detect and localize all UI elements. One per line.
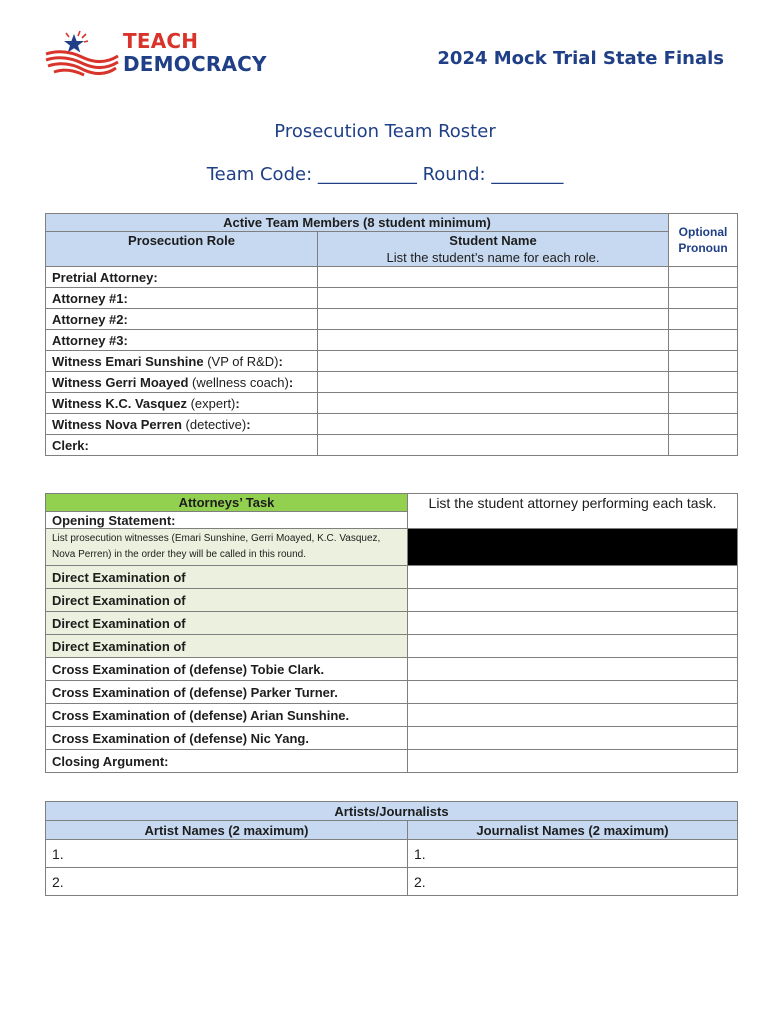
opening-statement-label: Opening Statement: — [46, 512, 408, 529]
member-role-label — [46, 435, 318, 456]
logo-text-democracy: DEMOCRACY — [123, 52, 267, 76]
student-name-field[interactable] — [318, 288, 669, 309]
closing-argument-label: Closing Argument: — [46, 750, 408, 773]
member-role-label — [46, 288, 318, 309]
pronoun-field[interactable] — [669, 267, 738, 288]
name-column-hint: List the student’s name for each role. — [318, 249, 669, 267]
event-title: 2024 Mock Trial State Finals — [437, 48, 724, 69]
role-name: Attorney #1: — [52, 290, 128, 306]
role-name: Witness K.C. Vasquez — [52, 395, 187, 411]
member-row — [46, 309, 738, 330]
student-name-field[interactable] — [318, 393, 669, 414]
member-role-label — [46, 309, 318, 330]
artist-name-field[interactable]: 1. — [46, 840, 408, 868]
role-name: Witness Gerri Moayed — [52, 374, 189, 390]
cross-exam-attorney-field[interactable] — [408, 727, 738, 750]
direct-exam-row — [46, 589, 738, 612]
cross-exam-attorney-field[interactable] — [408, 658, 738, 681]
cross-exam-row — [46, 681, 738, 704]
pronoun-field[interactable] — [669, 414, 738, 435]
role-detail: (VP of R&D) — [203, 353, 279, 369]
task-column-header: Attorneys’ Task — [46, 494, 408, 512]
role-detail: (detective) — [181, 416, 247, 432]
cross-exam-label: Cross Examination of (defense) Tobie Clark. — [46, 658, 408, 681]
member-role-label — [46, 393, 318, 414]
member-row — [46, 267, 738, 288]
pronoun-field[interactable] — [669, 330, 738, 351]
task-hint: List the student attorney performing each task. — [408, 494, 738, 529]
cross-exam-label: Cross Examination of (defense) Parker Turner. — [46, 681, 408, 704]
witness-order-note: List prosecution witnesses (Emari Sunshine, Gerri Moayed, K.C. Vasquez, Nova Perren) in the order they will be called in this round. — [46, 529, 408, 566]
team-code-round-line: Team Code: ___________ Round: ________ — [206, 164, 564, 185]
direct-exam-row — [46, 612, 738, 635]
journalist-column-header: Journalist Names (2 maximum) — [408, 821, 738, 840]
journalist-name-field[interactable]: 2. — [408, 868, 738, 896]
pronoun-field[interactable] — [669, 393, 738, 414]
pronoun-field[interactable] — [669, 351, 738, 372]
direct-exam-attorney-field[interactable] — [408, 589, 738, 612]
member-row — [46, 372, 738, 393]
direct-exam-row — [46, 635, 738, 658]
role-colon: : — [235, 395, 240, 411]
member-row — [46, 435, 738, 456]
pronoun-field[interactable] — [669, 435, 738, 456]
direct-exam-label: Direct Examination of — [46, 589, 408, 612]
cross-exam-row — [46, 704, 738, 727]
attorney-tasks-table — [45, 493, 738, 773]
blacked-out-cell — [408, 529, 738, 566]
direct-exam-row — [46, 566, 738, 589]
cross-exam-label: Cross Examination of (defense) Nic Yang. — [46, 727, 408, 750]
cross-exam-row — [46, 727, 738, 750]
role-header-spacer — [46, 249, 318, 267]
member-row — [46, 393, 738, 414]
student-name-field[interactable] — [318, 435, 669, 456]
pronoun-field[interactable] — [669, 288, 738, 309]
role-name: Pretrial Attorney: — [52, 269, 158, 285]
role-name: Attorney #3: — [52, 332, 128, 348]
artist-column-header: Artist Names (2 maximum) — [46, 821, 408, 840]
member-role-label — [46, 372, 318, 393]
student-name-field[interactable] — [318, 309, 669, 330]
member-role-label — [46, 351, 318, 372]
member-role-label — [46, 414, 318, 435]
active-members-table — [45, 213, 738, 456]
role-name: Witness Emari Sunshine — [52, 353, 204, 369]
direct-exam-label: Direct Examination of — [46, 612, 408, 635]
role-name: Clerk: — [52, 437, 89, 453]
member-row — [46, 414, 738, 435]
student-name-field[interactable] — [318, 414, 669, 435]
student-name-field[interactable] — [318, 351, 669, 372]
cross-exam-row — [46, 658, 738, 681]
role-column-header: Prosecution Role — [46, 232, 318, 250]
member-row — [46, 351, 738, 372]
direct-exam-label: Direct Examination of — [46, 566, 408, 589]
pronoun-header — [669, 214, 738, 267]
role-name: Witness Nova Perren — [52, 416, 182, 432]
artists-table-title: Artists/Journalists — [46, 802, 738, 821]
member-row — [46, 288, 738, 309]
cross-exam-attorney-field[interactable] — [408, 704, 738, 727]
student-name-field[interactable] — [318, 372, 669, 393]
role-name: Attorney #2: — [52, 311, 128, 327]
artist-journalist-row — [46, 840, 738, 868]
direct-exam-label: Direct Examination of — [46, 635, 408, 658]
artist-name-field[interactable]: 2. — [46, 868, 408, 896]
artists-journalists-table — [45, 801, 738, 896]
teach-democracy-logo — [44, 28, 284, 80]
pronoun-field[interactable] — [669, 372, 738, 393]
roster-title: Prosecution Team Roster — [274, 121, 496, 142]
cross-exam-label: Cross Examination of (defense) Arian Sunshine. — [46, 704, 408, 727]
pronoun-field[interactable] — [669, 309, 738, 330]
role-colon: : — [288, 374, 294, 390]
student-name-field[interactable] — [318, 267, 669, 288]
role-detail: (wellness coach) — [188, 374, 289, 390]
member-role-label — [46, 267, 318, 288]
role-colon: : — [246, 416, 251, 432]
student-name-field[interactable] — [318, 330, 669, 351]
artist-journalist-row — [46, 868, 738, 896]
flag-star-icon — [44, 28, 120, 78]
direct-exam-attorney-field[interactable] — [408, 635, 738, 658]
role-colon: : — [278, 353, 283, 369]
direct-exam-attorney-field[interactable] — [408, 566, 738, 589]
journalist-name-field[interactable]: 1. — [408, 840, 738, 868]
closing-argument-field[interactable] — [408, 750, 738, 773]
member-role-label — [46, 330, 318, 351]
member-row — [46, 330, 738, 351]
direct-exam-attorney-field[interactable] — [408, 612, 738, 635]
pronoun-header-line1: Optional — [678, 225, 728, 239]
logo-text-teach: TEACH — [123, 29, 199, 53]
pronoun-header-line2: Pronoun — [678, 241, 728, 255]
members-table-title: Active Team Members (8 student minimum) — [46, 214, 669, 232]
role-detail: (expert) — [186, 395, 236, 411]
cross-exam-attorney-field[interactable] — [408, 681, 738, 704]
name-column-header: Student Name — [318, 232, 669, 250]
